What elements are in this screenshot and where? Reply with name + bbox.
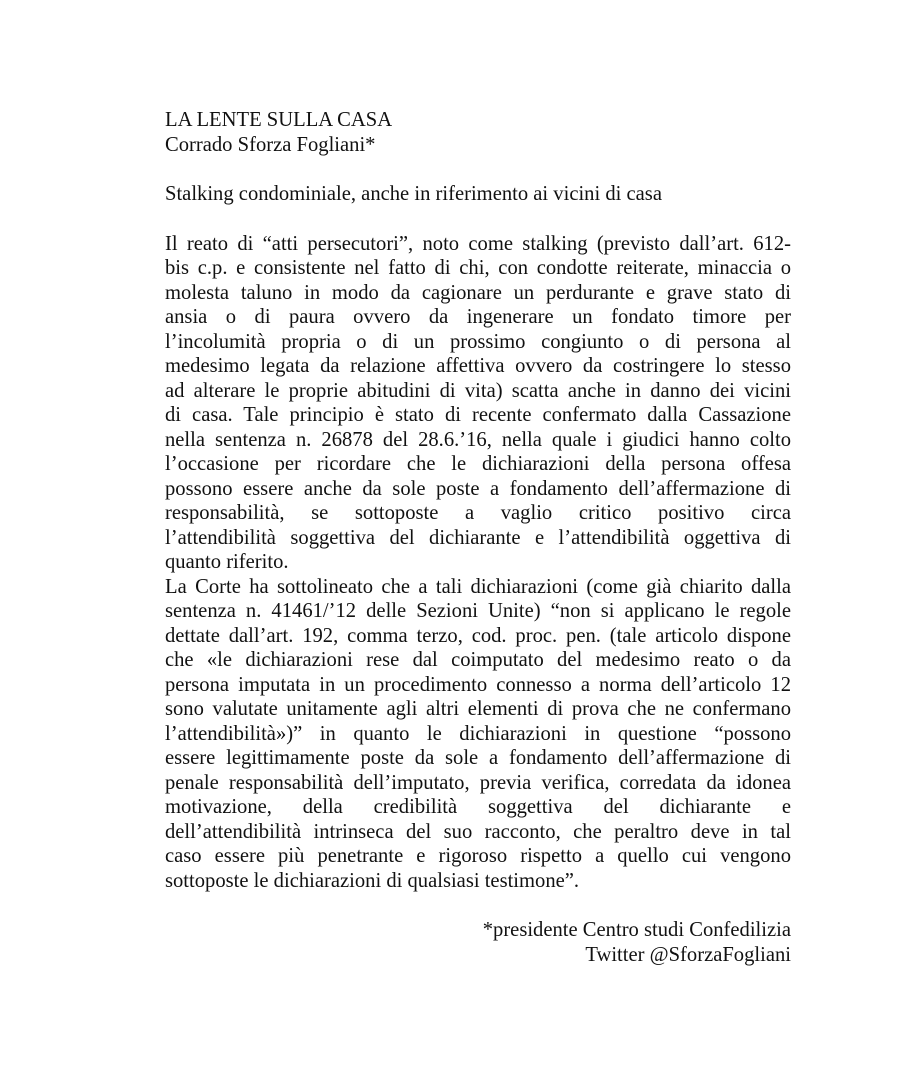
text-line: quanto riferito. — [165, 551, 289, 573]
twitter-handle: Twitter @SforzaFogliani — [585, 943, 791, 966]
text-line: penale responsabilità dell’imputato, previa verifica, corredata da idonea — [165, 771, 791, 794]
text-line: ad alterare le proprie abitudini di vita) scatta anche in danno dei vicini — [165, 379, 791, 402]
text-line: sentenza n. 41461/’12 delle Sezioni Unite) “non si applicano le regole — [165, 600, 791, 622]
text-line: motivazione, della credibilità soggettiva del dichiarante e — [165, 796, 791, 818]
author-name: Corrado Sforza Fogliani* — [165, 133, 376, 156]
text-line: essere legittimamente poste da sole a fondamento dell’affermazione di — [165, 747, 791, 769]
text-line: bis c.p. e consistente nel fatto di chi, con condotte reiterate, minaccia o — [165, 257, 791, 279]
paragraph-2 — [165, 575, 791, 894]
text-line: sottoposte le dichiarazioni di qualsiasi testimone”. — [165, 869, 580, 892]
text-line: dettate dall’art. 192, comma terzo, cod. proc. pen. (tale articolo dispone — [165, 624, 791, 647]
text-line: ansia o di paura ovvero da ingenerare un fondato timore per — [165, 306, 791, 328]
text-line: di casa. Tale principio è stato di recente confermato dalla Cassazione — [165, 404, 791, 426]
author-footer — [165, 918, 791, 967]
text-line: l’occasione per ricordare che le dichiarazioni della persona offesa — [165, 453, 791, 475]
text-line: medesimo legata da relazione affettiva ovvero da costringere lo stesso — [165, 355, 791, 377]
article — [165, 108, 791, 967]
text-line: dell’attendibilità intrinseca del suo racconto, che peraltro deve in tal — [165, 820, 791, 843]
text-line: l’incolumità propria o di un prossimo congiunto o di persona al — [165, 330, 791, 353]
text-line: l’attendibilità»)” in quanto le dichiarazioni in questione “possono — [165, 722, 791, 745]
text-line: Il reato di “atti persecutori”, noto come stalking (previsto dall’art. 612- — [165, 232, 791, 255]
text-line: caso essere più penetrante e rigoroso rispetto a quello cui vengono — [165, 845, 791, 867]
text-line: molesta taluno in modo da cagionare un perdurante e grave stato di — [165, 281, 791, 304]
text-line: sono valutate unitamente agli altri elementi di prova che ne confermano — [165, 698, 791, 720]
author-affiliation: *presidente Centro studi Confedilizia — [482, 919, 791, 941]
text-line: l’attendibilità soggettiva del dichiarante e l’attendibilità oggettiva di — [165, 526, 791, 549]
article-body — [165, 232, 791, 894]
text-line: responsabilità, se sottoposte a vaglio critico positivo circa — [165, 502, 791, 524]
article-subtitle: Stalking condominiale, anche in riferimento ai vicini di casa — [165, 183, 662, 205]
paragraph-1 — [165, 232, 791, 575]
text-line: La Corte ha sottolineato che a tali dichiarazioni (come già chiarito dalla — [165, 575, 791, 598]
text-line: che «le dichiarazioni rese dal coimputato del medesimo reato o da — [165, 649, 791, 671]
text-line: possono essere anche da sole poste a fondamento dell’affermazione di — [165, 477, 791, 500]
text-line: nella sentenza n. 26878 del 28.6.’16, nella quale i giudici hanno colto — [165, 428, 791, 451]
text-line: persona imputata in un procedimento connesso a norma dell’articolo 12 — [165, 673, 791, 696]
column-title: LA LENTE SULLA CASA — [165, 109, 393, 131]
